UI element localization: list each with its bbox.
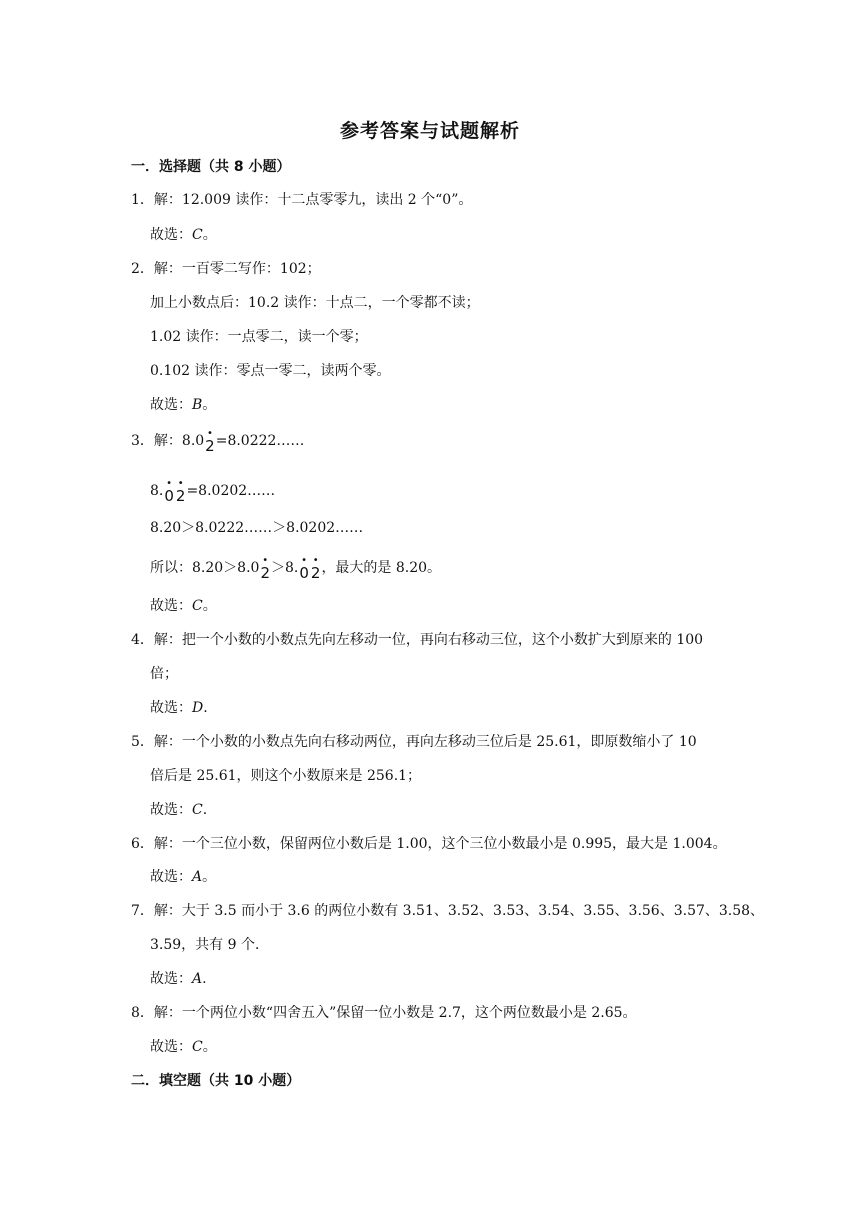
answer-letter: C <box>192 598 203 614</box>
repeating-digit: • 2 <box>259 563 271 583</box>
answer-suffix: . <box>202 802 208 818</box>
q4-solution-line1: 4．解：把一个小数的小数点先向左移动一位，再向右移动三位，这个小数扩大到原来的 100 <box>131 632 704 648</box>
answer-suffix: 。 <box>202 1039 217 1055</box>
q5-solution-line1: 5．解：一个小数的小数点先向右移动两位，再向左移动三位后是 25.61，即原数缩小了 10 <box>131 734 697 750</box>
answer-letter: C <box>192 1039 203 1055</box>
answer-suffix: 。 <box>202 869 217 885</box>
answer-prefix: 故选： <box>150 802 192 818</box>
answer-prefix: 故选： <box>150 598 192 614</box>
answer-suffix: 。 <box>202 227 217 243</box>
q4-solution-line2: 倍； <box>150 666 178 682</box>
answer-prefix: 故选： <box>150 971 192 987</box>
answer-letter: C <box>192 227 203 243</box>
answer-prefix: 故选： <box>150 700 192 716</box>
text-segment: =8.0222…… <box>215 433 305 449</box>
section-heading-choice: 一．选择题（共 8 小题） <box>131 159 291 175</box>
answer-prefix: 故选： <box>150 869 192 885</box>
q2-solution-line4: 0.102 读作：零点一零二，读两个零。 <box>150 363 391 379</box>
q8-solution: 8．解：一个两位小数“四舍五入”保留一位小数是 2.7，这个两位数最小是 2.65。 <box>131 1005 637 1021</box>
answer-letter: A <box>192 971 203 987</box>
q5-solution-line2: 倍后是 25.61，则这个小数原来是 256.1； <box>150 768 422 784</box>
answer-letter: B <box>192 397 203 413</box>
repeating-digit: • 2 <box>175 486 187 506</box>
q1-answer <box>150 225 217 245</box>
section-heading-fill-blank: 二．填空题（共 10 小题） <box>131 1073 301 1089</box>
q2-answer <box>150 395 216 415</box>
repeating-digit: • 0 <box>298 563 310 583</box>
answer-suffix: . <box>202 971 207 987</box>
q2-solution-line2: 加上小数点后：10.2 读作：十点二，一个零都不读； <box>150 295 480 311</box>
q1-solution: 1．解：12.009 读作：十二点零零九，读出 2 个“0”。 <box>131 192 473 208</box>
q3-solution-line1 <box>131 431 304 456</box>
q2-solution-line3: 1.02 读作：一点零二，读一个零； <box>150 329 368 345</box>
q8-answer <box>150 1037 217 1057</box>
q3-solution-line3: 8.20＞8.0222……＞8.0202…… <box>150 520 364 536</box>
text-segment: ＞8. <box>270 560 299 576</box>
page-title: 参考答案与试题解析 <box>339 120 520 142</box>
q5-answer <box>150 800 207 820</box>
q3-solution-line4 <box>150 558 441 583</box>
text-segment: 所以：8.20＞8.0 <box>150 560 260 576</box>
q7-solution-line1: 7．解：大于 3.5 而小于 3.6 的两位小数有 3.51、3.52、3.53、3.54、3.55、3.56、3.57、3.58、 <box>131 903 765 919</box>
text-segment: =8.0202…… <box>186 483 276 499</box>
q2-solution-line1: 2．解：一百零二写作：102； <box>131 261 321 277</box>
repeating-digit: • 2 <box>310 563 322 583</box>
answer-suffix: 。 <box>202 397 217 413</box>
answer-suffix: . <box>203 700 208 716</box>
answer-suffix: 。 <box>202 598 217 614</box>
q3-solution-line2 <box>150 481 275 506</box>
repeating-digit: • 2 <box>204 436 216 456</box>
q3-answer <box>150 596 217 616</box>
answer-prefix: 故选： <box>150 227 192 243</box>
answer-letter: A <box>192 869 203 885</box>
answer-letter: D <box>192 700 204 716</box>
q6-solution: 6．解：一个三位小数，保留两位小数后是 1.00，这个三位小数最小是 0.995，最大是 1.004。 <box>131 836 727 852</box>
q7-solution-line2: 3.59，共有 9 个． <box>150 937 269 953</box>
text-segment: ，最大的是 8.20。 <box>321 560 442 576</box>
q7-answer <box>150 969 207 989</box>
answer-letter: C <box>192 802 203 818</box>
q4-answer <box>150 698 208 718</box>
answer-prefix: 故选： <box>150 397 192 413</box>
repeating-digit: • 0 <box>163 486 175 506</box>
q6-answer <box>150 867 216 887</box>
text-segment: 8. <box>150 483 164 499</box>
answer-prefix: 故选： <box>150 1039 192 1055</box>
text-segment: 3．解：8.0 <box>131 433 205 449</box>
